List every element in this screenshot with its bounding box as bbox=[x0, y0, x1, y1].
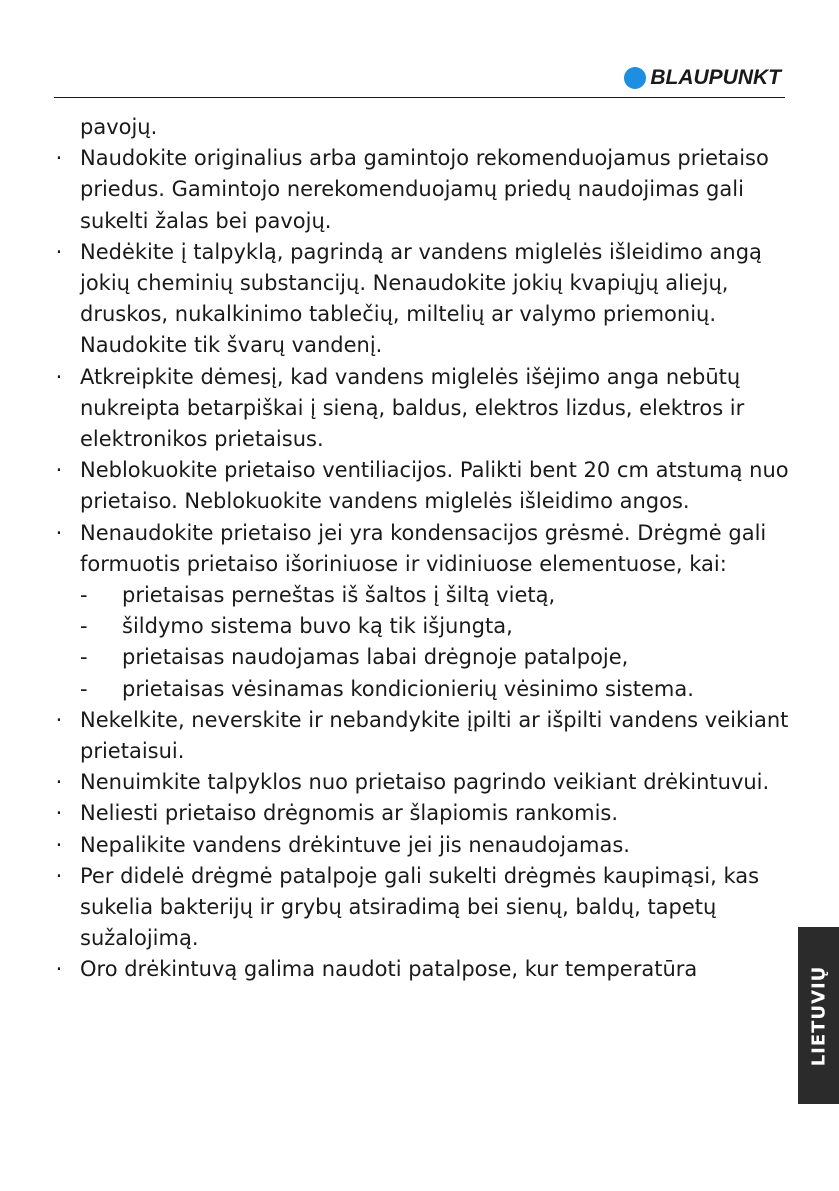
list-item bbox=[52, 237, 792, 362]
list-item-text: Atkreipkite dėmesį, kad vandens miglelės išėjimo anga nebūtų nukreipta betarpiškai į sieną, baldus, elektros lizdus, elektros ir elektronikos prietaisus. bbox=[80, 364, 745, 452]
list-item-text: Naudokite originalius arba gamintojo rekomenduojamus prietaiso priedus. Gamintojo nerekomenduojamų priedų naudojimas gali sukelti žalas bei pavojų. bbox=[80, 146, 769, 233]
dash-icon: - bbox=[80, 583, 88, 608]
bullet-icon: · bbox=[55, 707, 63, 732]
bullet-icon: · bbox=[55, 520, 63, 545]
list-item-text: Neblokuokite prietaiso ventiliacijos. Palikti bent 20 cm atstumą nuo prietaiso. Neblokuokite vandens miglelės išleidimo angos. bbox=[80, 458, 789, 514]
bullet-icon: · bbox=[55, 801, 63, 826]
list-item-text: Oro drėkintuvą galima naudoti patalpose, kur temperatūra bbox=[80, 957, 698, 982]
brand-logo-dot-icon bbox=[624, 67, 646, 89]
brand-logo bbox=[624, 66, 781, 90]
brand-name: BLAUPUNKT bbox=[650, 66, 781, 89]
bullet-icon: · bbox=[55, 458, 63, 483]
continuation-text: pavojų. bbox=[80, 115, 158, 139]
list-item bbox=[52, 830, 792, 861]
list-item-text: Per didelė drėgmė patalpoje gali sukelti drėgmės kaupimąsi, kas sukelia bakterijų ir grybų atsiradimą bei sienų, baldų, tapetų sužalojimą. bbox=[80, 863, 760, 951]
list-item-text: Nepalikite vandens drėkintuve jei jis nenaudojamas. bbox=[80, 832, 630, 857]
document-body bbox=[52, 112, 792, 986]
bullet-icon: · bbox=[55, 239, 63, 264]
header-divider bbox=[54, 97, 785, 98]
list-item-text: Neliesti prietaiso drėgnomis ar šlapiomis rankomis. bbox=[80, 801, 619, 826]
list-item bbox=[52, 767, 792, 798]
list-item bbox=[52, 705, 792, 767]
dash-icon: - bbox=[80, 676, 88, 701]
list-item-text: Nenuimkite talpyklos nuo prietaiso pagrindo veikiant drėkintuvui. bbox=[80, 770, 770, 795]
sub-list-item-text: šildymo sistema buvo ką tik išjungta, bbox=[122, 614, 513, 639]
list-item bbox=[52, 143, 792, 237]
bullet-icon: · bbox=[55, 832, 63, 857]
sub-list-item-text: prietaisas vėsinamas kondicionierių vėsinimo sistema. bbox=[122, 676, 694, 701]
sub-list-item-text: prietaisas naudojamas labai drėgnoje patalpoje, bbox=[122, 645, 629, 670]
bullet-icon: · bbox=[55, 863, 63, 888]
list-item bbox=[52, 954, 792, 985]
sub-list-item bbox=[52, 611, 792, 642]
list-item bbox=[52, 362, 792, 456]
dash-icon: - bbox=[80, 645, 88, 670]
language-side-tab bbox=[798, 927, 839, 1104]
sub-list-item bbox=[52, 674, 792, 705]
list-item bbox=[52, 455, 792, 517]
sub-list-item bbox=[52, 642, 792, 673]
list-item-text: Nekelkite, neverskite ir nebandykite įpilti ar išpilti vandens veikiant prietaisui. bbox=[80, 707, 789, 764]
list-item-text: Nedėkite į talpyklą, pagrindą ar vandens miglelės išleidimo angą jokių cheminių substancijų. Nenaudokite jokių kvapiųjų aliejų, druskos, nukalkinimo tablečių, miltelių ar valymo priemonių. Naudokite tik švarų vandenį. bbox=[80, 239, 762, 358]
list-item-text: Nenaudokite prietaiso jei yra kondensacijos grėsmė. Drėgmė gali formuotis prietaiso išoriniuose ir vidiniuose elementuose, kai: bbox=[80, 520, 767, 576]
language-label: LIETUVIŲ bbox=[808, 965, 829, 1066]
list-item bbox=[52, 861, 792, 955]
bullet-icon: · bbox=[55, 770, 63, 795]
bullet-icon: · bbox=[55, 364, 63, 389]
dash-icon: - bbox=[80, 614, 88, 639]
list-item bbox=[52, 798, 792, 829]
list-item bbox=[52, 518, 792, 580]
bullet-icon: · bbox=[55, 146, 63, 171]
sub-list-item bbox=[52, 580, 792, 611]
bullet-icon: · bbox=[55, 957, 63, 982]
sub-list-item-text: prietaisas perneštas iš šaltos į šiltą vietą, bbox=[122, 583, 556, 608]
